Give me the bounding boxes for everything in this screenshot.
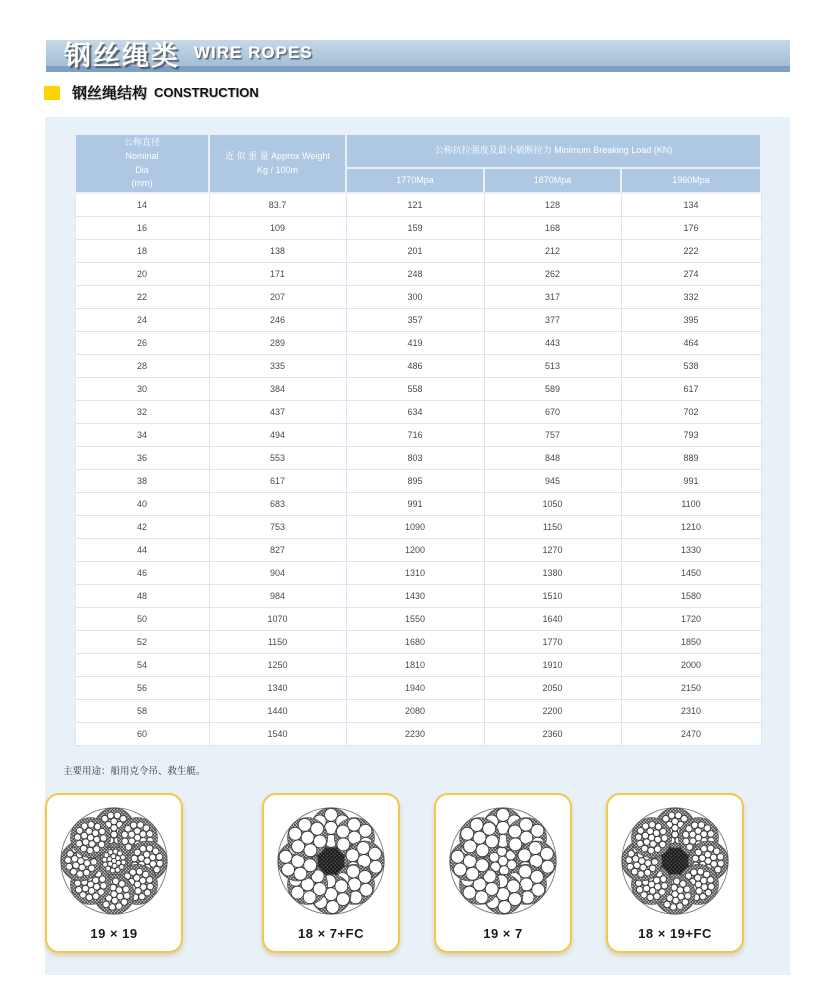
- table-cell: 589: [484, 377, 621, 400]
- table-cell: 1210: [621, 515, 761, 538]
- table-cell: 48: [75, 584, 209, 607]
- table-cell: 1050: [484, 492, 621, 515]
- table-row: [75, 630, 761, 653]
- table-cell: 486: [346, 354, 484, 377]
- table-cell: 683: [209, 492, 346, 515]
- table-cell: 128: [484, 193, 621, 216]
- rope-cross-section-diagram: [270, 800, 392, 922]
- table-cell: 2230: [346, 722, 484, 745]
- table-cell: 827: [209, 538, 346, 561]
- table-cell: 36: [75, 446, 209, 469]
- table-cell: 171: [209, 262, 346, 285]
- table-cell: 14: [75, 193, 209, 216]
- table-cell: 2310: [621, 699, 761, 722]
- table-cell: 357: [346, 308, 484, 331]
- table-cell: 419: [346, 331, 484, 354]
- table-cell: 895: [346, 469, 484, 492]
- table-cell: 1810: [346, 653, 484, 676]
- table-row: [75, 699, 761, 722]
- table-cell: 134: [621, 193, 761, 216]
- table-cell: 716: [346, 423, 484, 446]
- table-cell: 30: [75, 377, 209, 400]
- table-row: [75, 193, 761, 216]
- section-title-zh: 钢丝绳结构: [72, 85, 148, 102]
- table-cell: 246: [209, 308, 346, 331]
- spec-table: [74, 133, 762, 746]
- usage-note: 主要用途：船用克令吊、救生艇。: [63, 766, 206, 777]
- header-grade-1870: 1870Mpa: [484, 168, 621, 193]
- table-cell: 1380: [484, 561, 621, 584]
- table-cell: 617: [209, 469, 346, 492]
- table-cell: 1440: [209, 699, 346, 722]
- table-cell: 1540: [209, 722, 346, 745]
- table-cell: 2000: [621, 653, 761, 676]
- header-nominal-dia: 公称直径 Nominal Dia (mm): [75, 134, 209, 193]
- table-cell: 26: [75, 331, 209, 354]
- table-cell: 1090: [346, 515, 484, 538]
- spec-table-body: [75, 193, 761, 745]
- table-cell: 991: [621, 469, 761, 492]
- table-cell: 201: [346, 239, 484, 262]
- table-cell: 335: [209, 354, 346, 377]
- table-cell: 212: [484, 239, 621, 262]
- rope-cross-section-diagram: [442, 800, 564, 922]
- rope-card-19x19: [45, 793, 183, 953]
- table-row: [75, 653, 761, 676]
- table-cell: 889: [621, 446, 761, 469]
- header-approx-weight: 近 似 重 量 Approx Weight Kg / 100m: [209, 134, 346, 193]
- table-cell: 44: [75, 538, 209, 561]
- table-cell: 1310: [346, 561, 484, 584]
- table-cell: 793: [621, 423, 761, 446]
- table-cell: 1580: [621, 584, 761, 607]
- table-cell: 56: [75, 676, 209, 699]
- table-cell: 513: [484, 354, 621, 377]
- table-cell: 2360: [484, 722, 621, 745]
- content-panel: [45, 117, 790, 975]
- table-cell: 109: [209, 216, 346, 239]
- table-row: [75, 561, 761, 584]
- table-cell: 18: [75, 239, 209, 262]
- table-cell: 46: [75, 561, 209, 584]
- table-cell: 222: [621, 239, 761, 262]
- table-cell: 2150: [621, 676, 761, 699]
- table-row: [75, 515, 761, 538]
- table-cell: 317: [484, 285, 621, 308]
- table-cell: 2470: [621, 722, 761, 745]
- table-cell: 274: [621, 262, 761, 285]
- table-cell: 83.7: [209, 193, 346, 216]
- table-cell: 1720: [621, 607, 761, 630]
- rope-card-18x19-fc: [606, 793, 744, 953]
- table-cell: 904: [209, 561, 346, 584]
- table-cell: 1680: [346, 630, 484, 653]
- page-title-zh: 钢丝绳类: [64, 40, 180, 71]
- header-grade-1770: 1770Mpa: [346, 168, 484, 193]
- table-row: [75, 331, 761, 354]
- table-cell: 1510: [484, 584, 621, 607]
- section-heading: [44, 82, 259, 103]
- rope-cross-section-diagram: [53, 800, 175, 922]
- table-cell: 395: [621, 308, 761, 331]
- table-cell: 20: [75, 262, 209, 285]
- rope-card-18x7-fc: [262, 793, 400, 953]
- table-cell: 558: [346, 377, 484, 400]
- table-cell: 1250: [209, 653, 346, 676]
- rope-cross-section-diagram: [614, 800, 736, 922]
- table-cell: 384: [209, 377, 346, 400]
- yellow-square-icon: [44, 86, 60, 100]
- table-cell: 553: [209, 446, 346, 469]
- table-cell: 803: [346, 446, 484, 469]
- table-cell: 332: [621, 285, 761, 308]
- table-cell: 28: [75, 354, 209, 377]
- table-cell: 1270: [484, 538, 621, 561]
- table-cell: 1070: [209, 607, 346, 630]
- table-cell: 437: [209, 400, 346, 423]
- table-cell: 1450: [621, 561, 761, 584]
- rope-card-label: 18 × 7+FC: [298, 926, 364, 941]
- table-cell: 634: [346, 400, 484, 423]
- table-cell: 1330: [621, 538, 761, 561]
- table-cell: 38: [75, 469, 209, 492]
- table-row: [75, 446, 761, 469]
- table-row: [75, 308, 761, 331]
- table-row: [75, 469, 761, 492]
- table-cell: 176: [621, 216, 761, 239]
- table-cell: 50: [75, 607, 209, 630]
- table-row: [75, 584, 761, 607]
- table-cell: 54: [75, 653, 209, 676]
- table-row: [75, 216, 761, 239]
- table-cell: 1100: [621, 492, 761, 515]
- table-cell: 670: [484, 400, 621, 423]
- table-cell: 617: [621, 377, 761, 400]
- table-cell: 60: [75, 722, 209, 745]
- table-row: [75, 262, 761, 285]
- table-row: [75, 676, 761, 699]
- table-cell: 494: [209, 423, 346, 446]
- table-row: [75, 492, 761, 515]
- rope-card-label: 19 × 19: [90, 926, 138, 941]
- table-cell: 991: [346, 492, 484, 515]
- table-cell: 262: [484, 262, 621, 285]
- table-cell: 168: [484, 216, 621, 239]
- table-cell: 848: [484, 446, 621, 469]
- table-cell: 702: [621, 400, 761, 423]
- table-row: [75, 538, 761, 561]
- rope-card-label: 19 × 7: [483, 926, 523, 941]
- table-cell: 207: [209, 285, 346, 308]
- table-cell: 16: [75, 216, 209, 239]
- header-breaking-load-group: 公称抗拉强度及最小破断拉力 Minimum Breaking Load (KN): [346, 134, 761, 168]
- rope-card-label: 18 × 19+FC: [638, 926, 712, 941]
- table-row: [75, 377, 761, 400]
- section-title-en: CONSTRUCTION: [154, 85, 259, 100]
- table-cell: 443: [484, 331, 621, 354]
- table-cell: 984: [209, 584, 346, 607]
- table-row: [75, 400, 761, 423]
- table-row: [75, 423, 761, 446]
- table-cell: 2080: [346, 699, 484, 722]
- table-cell: 945: [484, 469, 621, 492]
- table-row: [75, 722, 761, 745]
- spec-table-head: [75, 134, 761, 193]
- table-cell: 248: [346, 262, 484, 285]
- table-cell: 1150: [209, 630, 346, 653]
- table-cell: 52: [75, 630, 209, 653]
- table-cell: 300: [346, 285, 484, 308]
- table-cell: 32: [75, 400, 209, 423]
- table-cell: 1550: [346, 607, 484, 630]
- table-cell: 757: [484, 423, 621, 446]
- table-cell: 1910: [484, 653, 621, 676]
- table-cell: 464: [621, 331, 761, 354]
- table-cell: 1640: [484, 607, 621, 630]
- table-cell: 1850: [621, 630, 761, 653]
- table-cell: 1430: [346, 584, 484, 607]
- table-cell: 40: [75, 492, 209, 515]
- page-header-banner: [46, 40, 790, 72]
- table-row: [75, 607, 761, 630]
- table-cell: 22: [75, 285, 209, 308]
- table-cell: 1150: [484, 515, 621, 538]
- table-cell: 289: [209, 331, 346, 354]
- table-cell: 42: [75, 515, 209, 538]
- table-cell: 377: [484, 308, 621, 331]
- table-cell: 121: [346, 193, 484, 216]
- table-cell: 138: [209, 239, 346, 262]
- table-row: [75, 285, 761, 308]
- table-cell: 1200: [346, 538, 484, 561]
- table-cell: 1940: [346, 676, 484, 699]
- table-row: [75, 239, 761, 262]
- table-cell: 538: [621, 354, 761, 377]
- table-cell: 1340: [209, 676, 346, 699]
- table-cell: 2200: [484, 699, 621, 722]
- table-cell: 2050: [484, 676, 621, 699]
- table-cell: 753: [209, 515, 346, 538]
- table-cell: 159: [346, 216, 484, 239]
- table-row: [75, 354, 761, 377]
- rope-card-19x7: [434, 793, 572, 953]
- table-cell: 58: [75, 699, 209, 722]
- page-title-en: WIRE ROPES: [194, 43, 313, 62]
- table-cell: 24: [75, 308, 209, 331]
- table-cell: 34: [75, 423, 209, 446]
- header-grade-1960: 1960Mpa: [621, 168, 761, 193]
- table-cell: 1770: [484, 630, 621, 653]
